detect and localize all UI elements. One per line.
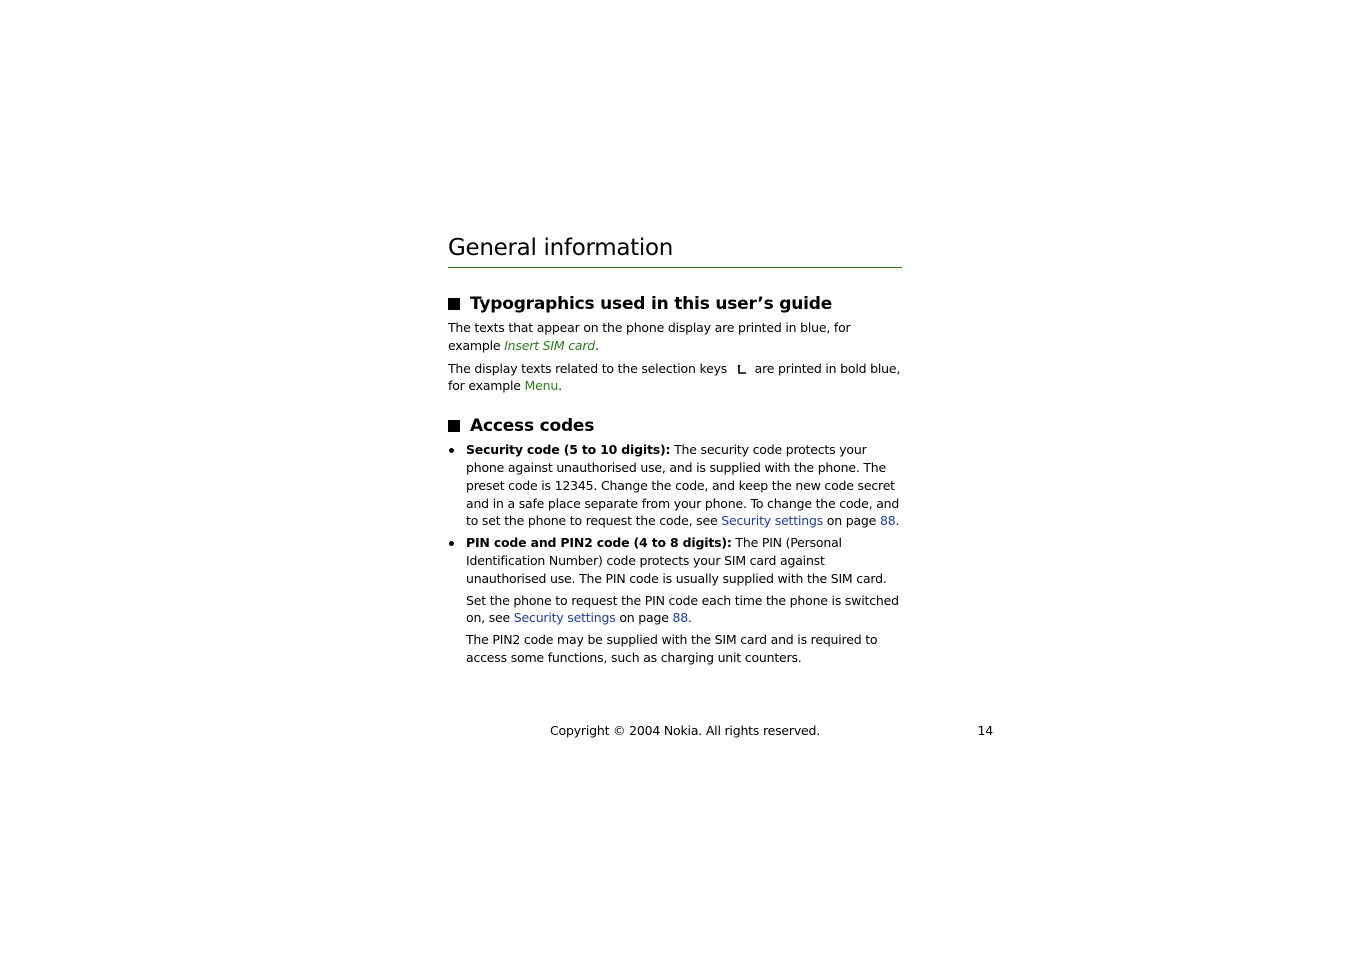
page-link[interactable]: 88 — [672, 610, 688, 626]
paragraph-selection-keys: The display texts related to the selection keys are printed in bold blue, for example Menu. — [448, 360, 901, 394]
copyright-text: Copyright © 2004 Nokia. All rights reserved. — [550, 723, 821, 738]
section-heading-text: Typographics used in this user’s guide — [470, 294, 833, 314]
section-heading-typographics — [448, 293, 902, 315]
section-heading-text: Access codes — [470, 416, 595, 437]
page-link[interactable]: 88 — [879, 513, 896, 529]
page-content — [448, 232, 902, 671]
square-bullet-icon — [448, 298, 460, 310]
chapter-title: General information — [448, 232, 902, 268]
term: PIN code and PIN2 code (4 to 8 digits): — [466, 535, 732, 551]
security-settings-link[interactable]: Security settings — [513, 610, 616, 626]
list-item: PIN code and PIN2 code (4 to 8 digits): The PIN (Personal Identification Number) code protects your SIM card against unauthorised use. The PIN code is usually supplied with the SIM card. Set the phone to request the PIN code each time the phone is switched on, see Security settings on page 88. The PIN2 code may be supplied with the SIM card and is required to access some functions, such as charging unit counters. — [448, 534, 902, 667]
access-codes-list — [448, 441, 902, 667]
selection-key-icon — [737, 363, 747, 375]
square-bullet-icon — [448, 420, 460, 432]
term: Security code (5 to 10 digits): — [466, 442, 671, 458]
example-bold-text: Menu — [524, 378, 559, 394]
pin2-paragraph: The PIN2 code may be supplied with the SIM card and is required to access some functions, such as charging unit counters. — [466, 632, 878, 665]
security-settings-link[interactable]: Security settings — [721, 513, 824, 529]
paragraph-display-texts: The texts that appear on the phone display are printed in blue, for example Insert SIM card. — [448, 320, 851, 353]
page-number: 14 — [977, 723, 993, 738]
bullet-icon — [449, 541, 454, 546]
example-display-text: Insert SIM card — [504, 337, 595, 353]
list-item: Security code (5 to 10 digits): The security code protects your phone against unauthorised use, and is supplied with the phone. The preset code is 12345. Change the code, and keep the new code secret and in a safe place separate from your phone. To change the code, and to set the phone to request the code, see Security settings on page 88. — [448, 441, 902, 530]
section-heading-access-codes — [448, 415, 902, 437]
bullet-icon — [449, 448, 454, 453]
